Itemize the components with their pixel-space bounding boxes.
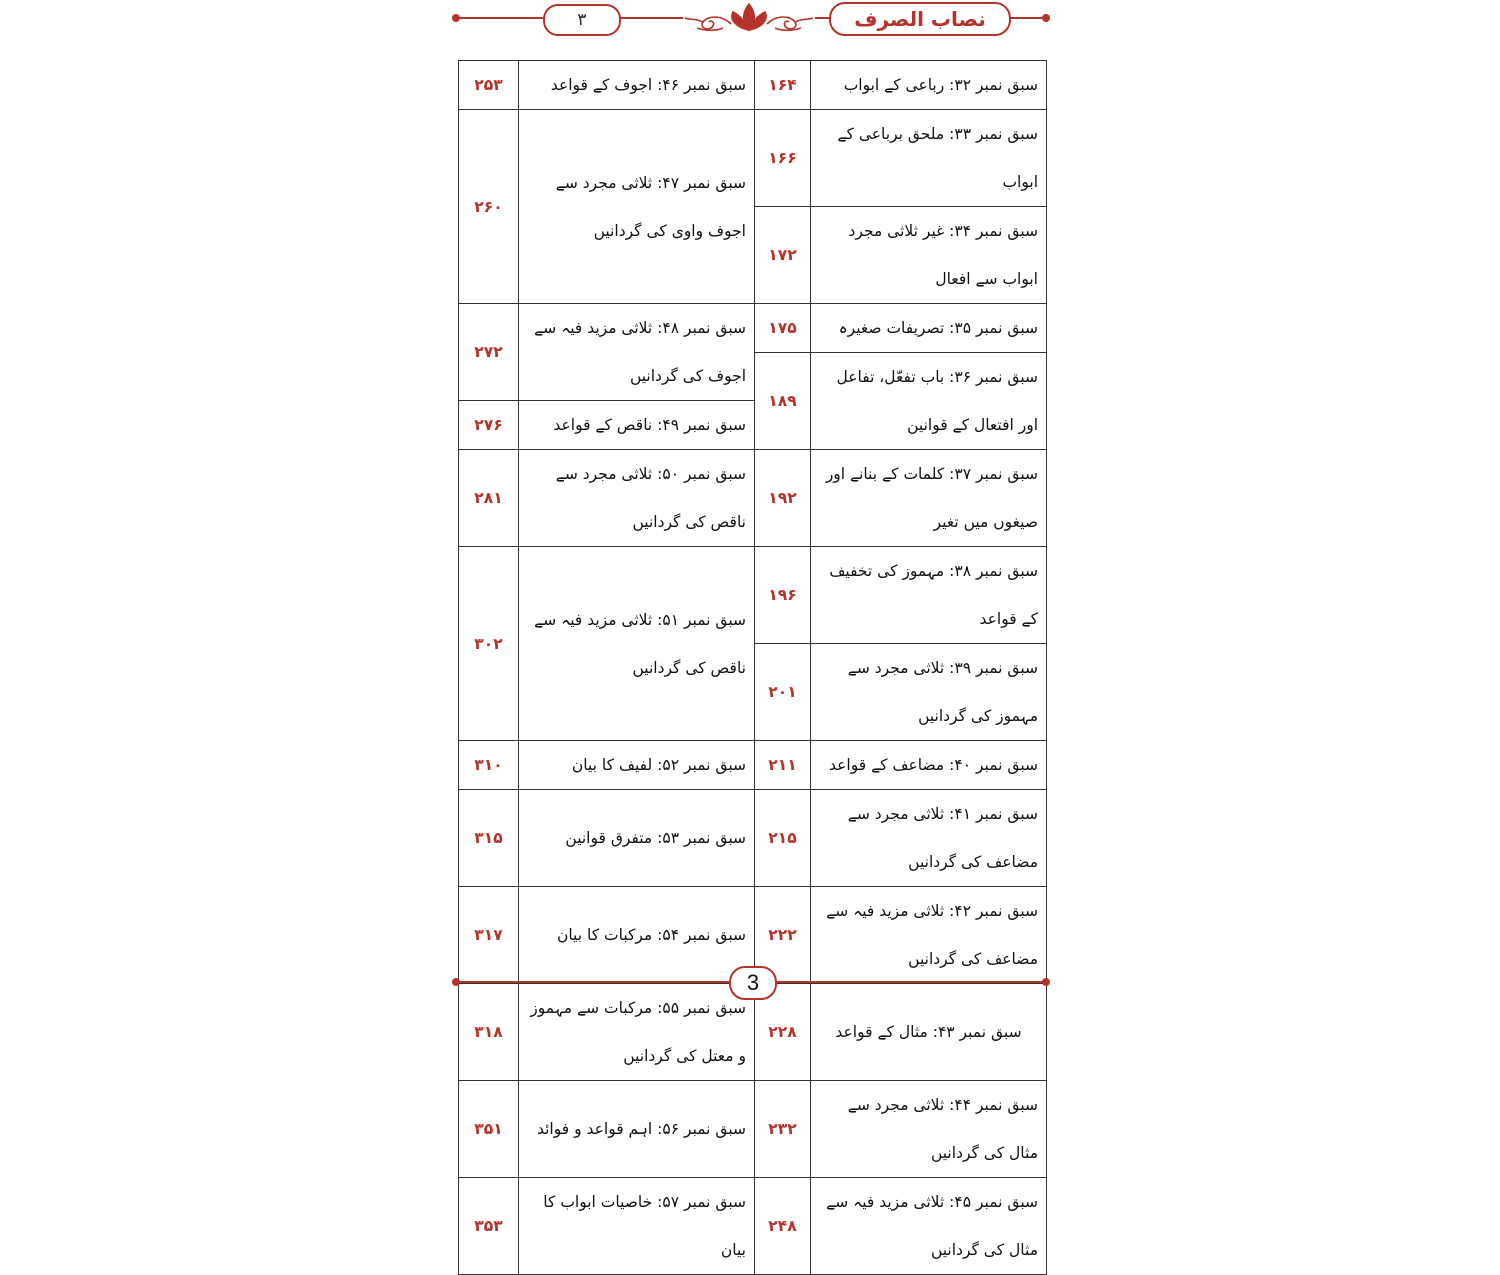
table-row — [459, 110, 1047, 207]
lesson-page: ۱۷۲ — [755, 207, 811, 304]
table-row — [459, 741, 1047, 790]
header-page-number: ۳ — [543, 4, 621, 36]
lesson-page: ۲۵۳ — [459, 61, 519, 110]
table-row — [459, 790, 1047, 887]
lesson-page: ۲۱۵ — [755, 790, 811, 887]
lesson-page: ۳۱۸ — [459, 984, 519, 1081]
lesson-title: سبق نمبر ۵۰: ثلاثی مجرد سے ناقص کی گردانیں — [519, 450, 755, 547]
lesson-page: ۳۱۷ — [459, 887, 519, 984]
footer-rule-end-dot — [1042, 978, 1050, 986]
lesson-page: ۱۷۵ — [755, 304, 811, 353]
lesson-page: ۲۴۸ — [755, 1178, 811, 1275]
table-row — [459, 1081, 1047, 1178]
lesson-title: سبق نمبر ۵۶: اہم قواعد و فوائد — [519, 1081, 755, 1178]
lesson-title: سبق نمبر ۴۸: ثلاثی مزید فیہ سے اجوف کی گردانیں — [519, 304, 755, 401]
lesson-page: ۳۰۲ — [459, 547, 519, 741]
lesson-title: سبق نمبر ۳۲: رباعی کے ابواب — [811, 61, 1047, 110]
header-rule-end-dot — [1042, 14, 1050, 22]
lesson-title: سبق نمبر ۴۰: مضاعف کے قواعد — [811, 741, 1047, 790]
lesson-page: ۲۸۱ — [459, 450, 519, 547]
lesson-title: سبق نمبر ۳۹: ثلاثی مجرد سے مہموز کی گردانیں — [811, 644, 1047, 741]
lesson-title: سبق نمبر ۳۳: ملحق برباعی کے ابواب — [811, 110, 1047, 207]
lesson-title: سبق نمبر ۴۳: مثال کے قواعد — [811, 984, 1047, 1081]
table-row — [459, 547, 1047, 644]
header-rule-mid-right — [815, 17, 829, 19]
lesson-page: ۳۱۵ — [459, 790, 519, 887]
lesson-page: ۳۵۳ — [459, 1178, 519, 1275]
lesson-page: ۱۸۹ — [755, 353, 811, 450]
lesson-page: ۲۷۲ — [459, 304, 519, 401]
lesson-title: سبق نمبر ۴۲: ثلاثی مزید فیہ سے مضاعف کی گردانیں — [811, 887, 1047, 984]
lesson-page: ۲۰۱ — [755, 644, 811, 741]
table-row — [459, 61, 1047, 110]
lesson-page: ۳۱۰ — [459, 741, 519, 790]
lesson-title: سبق نمبر ۴۱: ثلاثی مجرد سے مضاعف کی گردانیں — [811, 790, 1047, 887]
lesson-title: سبق نمبر ۳۸: مہموز کی تخفیف کے قواعد — [811, 547, 1047, 644]
lesson-page: ۳۵۱ — [459, 1081, 519, 1178]
header-rule-mid-left — [619, 17, 683, 19]
lesson-page: ۲۲۲ — [755, 887, 811, 984]
lesson-title: سبق نمبر ۵۵: مرکبات سے مہموز و معتل کی گردانیں — [519, 984, 755, 1081]
header-rule-left — [458, 17, 543, 19]
lesson-page: ۲۶۰ — [459, 110, 519, 304]
floral-ornament-icon — [683, 0, 815, 36]
lesson-page: ۱۹۶ — [755, 547, 811, 644]
lesson-title: سبق نمبر ۴۴: ثلاثی مجرد سے مثال کی گردانیں — [811, 1081, 1047, 1178]
lesson-page: ۱۹۲ — [755, 450, 811, 547]
lesson-title: سبق نمبر ۵۲: لفیف کا بیان — [519, 741, 755, 790]
lesson-title: سبق نمبر ۴۷: ثلاثی مجرد سے اجوف واوی کی گردانیں — [519, 110, 755, 304]
table-row — [459, 304, 1047, 353]
lesson-page: ۲۲۸ — [755, 984, 811, 1081]
lesson-page: ۱۶۶ — [755, 110, 811, 207]
lesson-title: سبق نمبر ۴۹: ناقص کے قواعد — [519, 401, 755, 450]
lesson-title: سبق نمبر ۳۵: تصریفات صغیرہ — [811, 304, 1047, 353]
book-title: نصاب الصرف — [829, 2, 1011, 36]
lesson-title: سبق نمبر ۳۷: کلمات کے بنانے اور صیغوں میں تغیر — [811, 450, 1047, 547]
lesson-title: سبق نمبر ۴۶: اجوف کے قواعد — [519, 61, 755, 110]
lesson-page: ۲۳۲ — [755, 1081, 811, 1178]
footer-rule-right — [775, 981, 1046, 983]
lesson-title: سبق نمبر ۵۷: خاصیات ابواب کا بیان — [519, 1178, 755, 1275]
footer-page-number: 3 — [729, 966, 777, 1000]
lesson-title: سبق نمبر ۳۴: غیر ثلاثی مجرد ابواب سے افعال — [811, 207, 1047, 304]
contents-table — [458, 60, 1047, 1275]
lesson-title: سبق نمبر ۴۵: ثلاثی مزید فیہ سے مثال کی گردانیں — [811, 1178, 1047, 1275]
lesson-title: سبق نمبر ۳۶: باب تفعّل، تفاعل اور افتعال کے قوانین — [811, 353, 1047, 450]
lesson-page: ۲۷۶ — [459, 401, 519, 450]
footer-rule-left — [458, 981, 729, 983]
lesson-title: سبق نمبر ۵۱: ثلاثی مزید فیہ سے ناقص کی گردانیں — [519, 547, 755, 741]
table-row — [459, 1178, 1047, 1275]
header-rule-right — [1009, 17, 1046, 19]
table-row — [459, 450, 1047, 547]
lesson-title: سبق نمبر ۵۳: متفرق قوانین — [519, 790, 755, 887]
lesson-page: ۲۱۱ — [755, 741, 811, 790]
lesson-page: ۱۶۴ — [755, 61, 811, 110]
lesson-title: سبق نمبر ۵۴: مرکبات کا بیان — [519, 887, 755, 984]
